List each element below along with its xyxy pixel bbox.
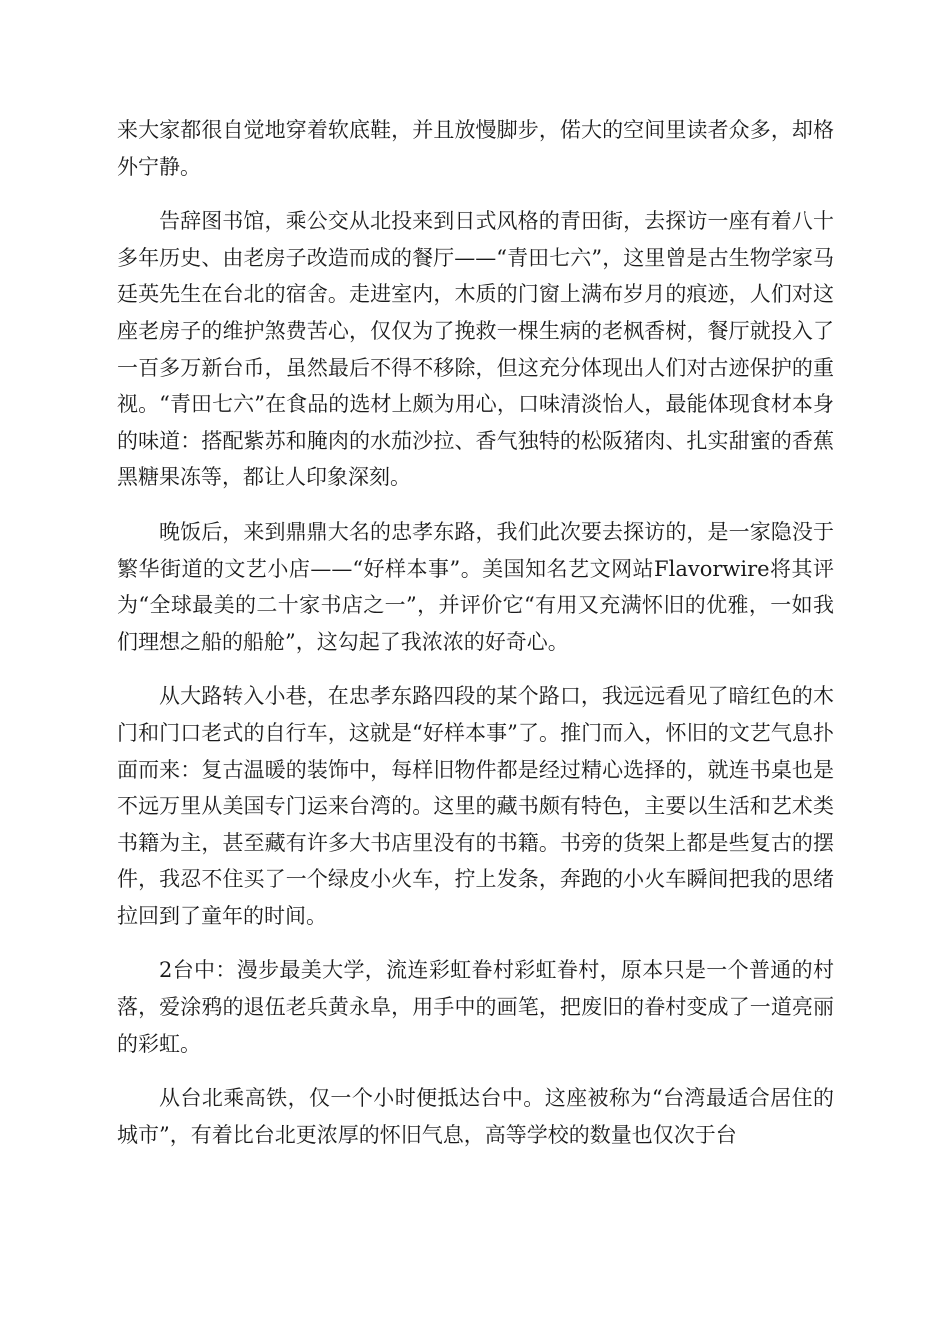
paragraph-qingtian-76: 告辞图书馆，乘公交从北投来到日式风格的青田街，去探访一座有着八十多年历史、由老房子改造而成的餐厅——“青田七六”，这里曾是古生物学家马廷英先生在台北的宿舍。走进室内，木质的门窗上满布岁月的痕迹，人们对这座老房子的维护煞费苦心，仅仅为了挽救一棵生病的老枫香树，餐厅就投入了一百多万新台币，虽然最后不得不移除，但这充分体现出人们对古迹保护的重视。“青田七六”在食品的选材上颇为用心，口味清淡怡人，最能体现食材本身的味道：搭配紫苏和腌肉的水茄沙拉、香气独特的松阪猪肉、扎实甜蜜的香蕉黑糖果冻等，都让人印象深刻。: [117, 209, 834, 490]
document-page: [117, 112, 834, 1171]
paragraph-taichung-intro: 从台北乘高铁，仅一个小时便抵达台中。这座被称为“台湾最适合居住的城市”，有着比台北更浓厚的怀旧气息，高等学校的数量也仅次于台: [117, 1086, 834, 1147]
paragraph-taichung-heading: 2台中：漫步最美大学，流连彩虹眷村彩虹眷村，原本只是一个普通的村落，爱涂鸦的退伍老兵黄永阜，用手中的画笔，把废旧的眷村变成了一道亮丽的彩虹。: [117, 958, 834, 1056]
paragraph-haoyang-bookstore-visit: 从大路转入小巷，在忠孝东路四段的某个路口，我远远看见了暗红色的木门和门口老式的自行车，这就是“好样本事”了。推门而入，怀旧的文艺气息扑面而来：复古温暖的装饰中，每样旧物件都是经过精心选择的，就连书桌也是不远万里从美国专门运来台湾的。这里的藏书颇有特色，主要以生活和艺术类书籍为主，甚至藏有许多大书店里没有的书籍。书旁的货架上都是些复古的摆件，我忍不住买了一个绿皮小火车，拧上发条，奔跑的小火车瞬间把我的思绪拉回到了童年的时间。: [117, 684, 834, 928]
paragraph-haoyang-bookstore-intro: 晚饭后，来到鼎鼎大名的忠孝东路，我们此次要去探访的，是一家隐没于繁华街道的文艺小店——“好样本事”。美国知名艺文网站Flavorwire将其评为“全球最美的二十家书店之一”，并评价它“有用又充满怀旧的优雅，一如我们理想之船的船舱”，这勾起了我浓浓的好奇心。: [117, 519, 834, 654]
paragraph-continuation: 来大家都很自觉地穿着软底鞋，并且放慢脚步，偌大的空间里读者众多，却格外宁静。: [117, 118, 834, 179]
